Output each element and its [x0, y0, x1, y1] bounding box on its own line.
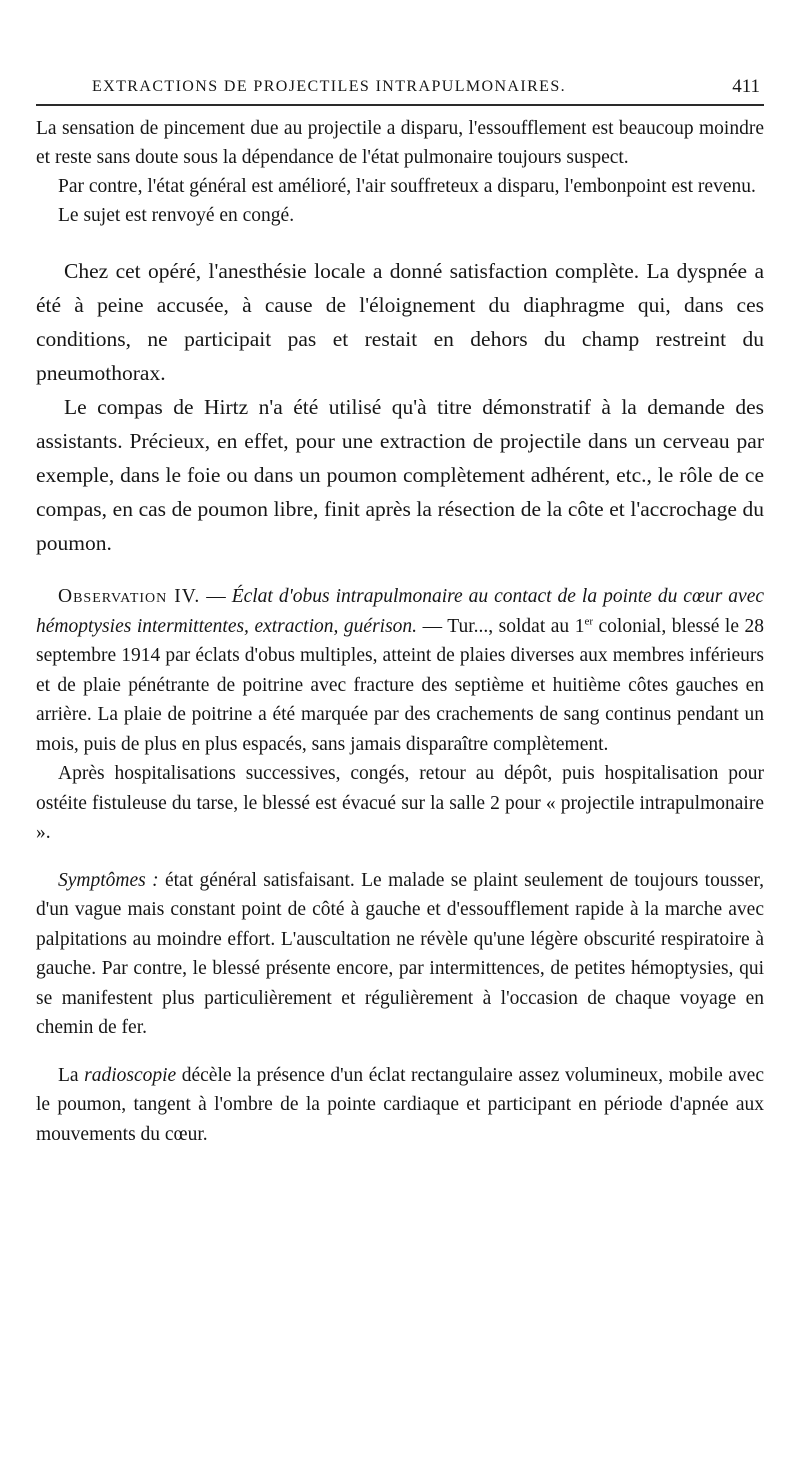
observation-body: Tur..., soldat au 1: [447, 615, 585, 637]
paragraph-hospitalisation: Après hospitalisations successives, congés, retour au dépôt, puis hospitalisation pour ostéite fistuleuse du tarse, le blessé est évacué sur la salle 2 pour « projectile intrapulmonaire ».: [36, 763, 764, 843]
paragraph: La sensation de pincement due au projectile a disparu, l'essoufflement est beaucoup moindre et reste sans doute sous la dépendance de l'état pulmonaire toujours suspect.: [36, 118, 764, 168]
observation-title: Éclat d'obus intrapulmonaire au contact de la pointe du cœur avec hémoptysies intermittentes, extraction, guérison.: [36, 586, 765, 637]
paragraph: Par contre, l'état général est amélioré, l'air souffreteux a disparu, l'embonpoint est revenu.: [58, 176, 756, 197]
header-rule: [36, 104, 764, 106]
book-page: [36, 70, 764, 1149]
dash: —: [200, 586, 232, 607]
symptoms-text: état général satisfaisant. Le malade se plaint seulement de toujours tousser, d'un vague mais constant point de côté à gauche et d'essoufflement rapide à la marche avec palpitations au moindre effort. L'auscultation ne révèle qu'une légère obscurité respiratoire à gauche. Par contre, le blessé présente encore, par intermittences, de petites hémoptysies, qui se manifestent plus particulièrement et régulièrement à l'occasion de chaque voyage en chemin de fer.: [36, 869, 764, 1038]
radioscopy-label: radioscopie: [84, 1064, 177, 1086]
running-header: [36, 70, 764, 104]
dash: —: [417, 615, 448, 637]
radioscopy-text: décèle la présence d'un éclat rectangulaire assez volumineux, mobile avec le poumon, tangent à l'ombre de la pointe cardiaque et participant en période d'apnée aux mouvements du cœur.: [36, 1064, 764, 1145]
page-number: 411: [732, 76, 760, 97]
paragraph: Chez cet opéré, l'anesthésie locale a donné satisfaction complète. La dyspnée a été à peine accusée, à cause de l'éloignement du diaphragme qui, dans ces conditions, ne participait pas et restait en dehors du champ restreint du pneumothorax.: [36, 259, 764, 385]
paragraph-group-commentary: [36, 254, 764, 560]
ordinal-superscript: er: [584, 615, 593, 627]
paragraph-radioscopy: [36, 1061, 764, 1150]
paragraph: Le sujet est renvoyé en congé.: [58, 205, 295, 226]
symptoms-label: Symptômes :: [58, 869, 159, 891]
paragraph: Le compas de Hirtz n'a été utilisé qu'à titre démonstratif à la demande des assistants. Précieux, en effet, pour une extraction de projectile dans un cerveau par exemple, dans le foie ou dans un poumon complètement adhérent, etc., le rôle de ce compas, en cas de poumon libre, finit après la résection de la côte et l'accrochage du poumon.: [36, 395, 764, 555]
observation-section: [36, 582, 764, 1149]
observation-body-continued: colonial, blessé le 28 septembre 1914 par éclats d'obus multiples, atteint de plaies diverses aux membres inférieurs et de plaie pénétrante de poitrine avec fracture des septième et huitième côtes gauches en arrière. La plaie de poitrine a été marquée par des crachements de sang continus pendant un mois, puis de plus en plus espacés, sans jamais disparaître complètement.: [36, 615, 764, 755]
observation-heading: Observation IV.: [58, 586, 201, 607]
observation-paragraph: [36, 582, 764, 759]
paragraph-group-postoperative: [36, 114, 764, 230]
running-title: EXTRACTIONS DE PROJECTILES INTRAPULMONAIRES.: [92, 78, 567, 95]
paragraph-symptoms: [36, 866, 764, 1043]
radioscopy-lead: La: [58, 1064, 85, 1086]
